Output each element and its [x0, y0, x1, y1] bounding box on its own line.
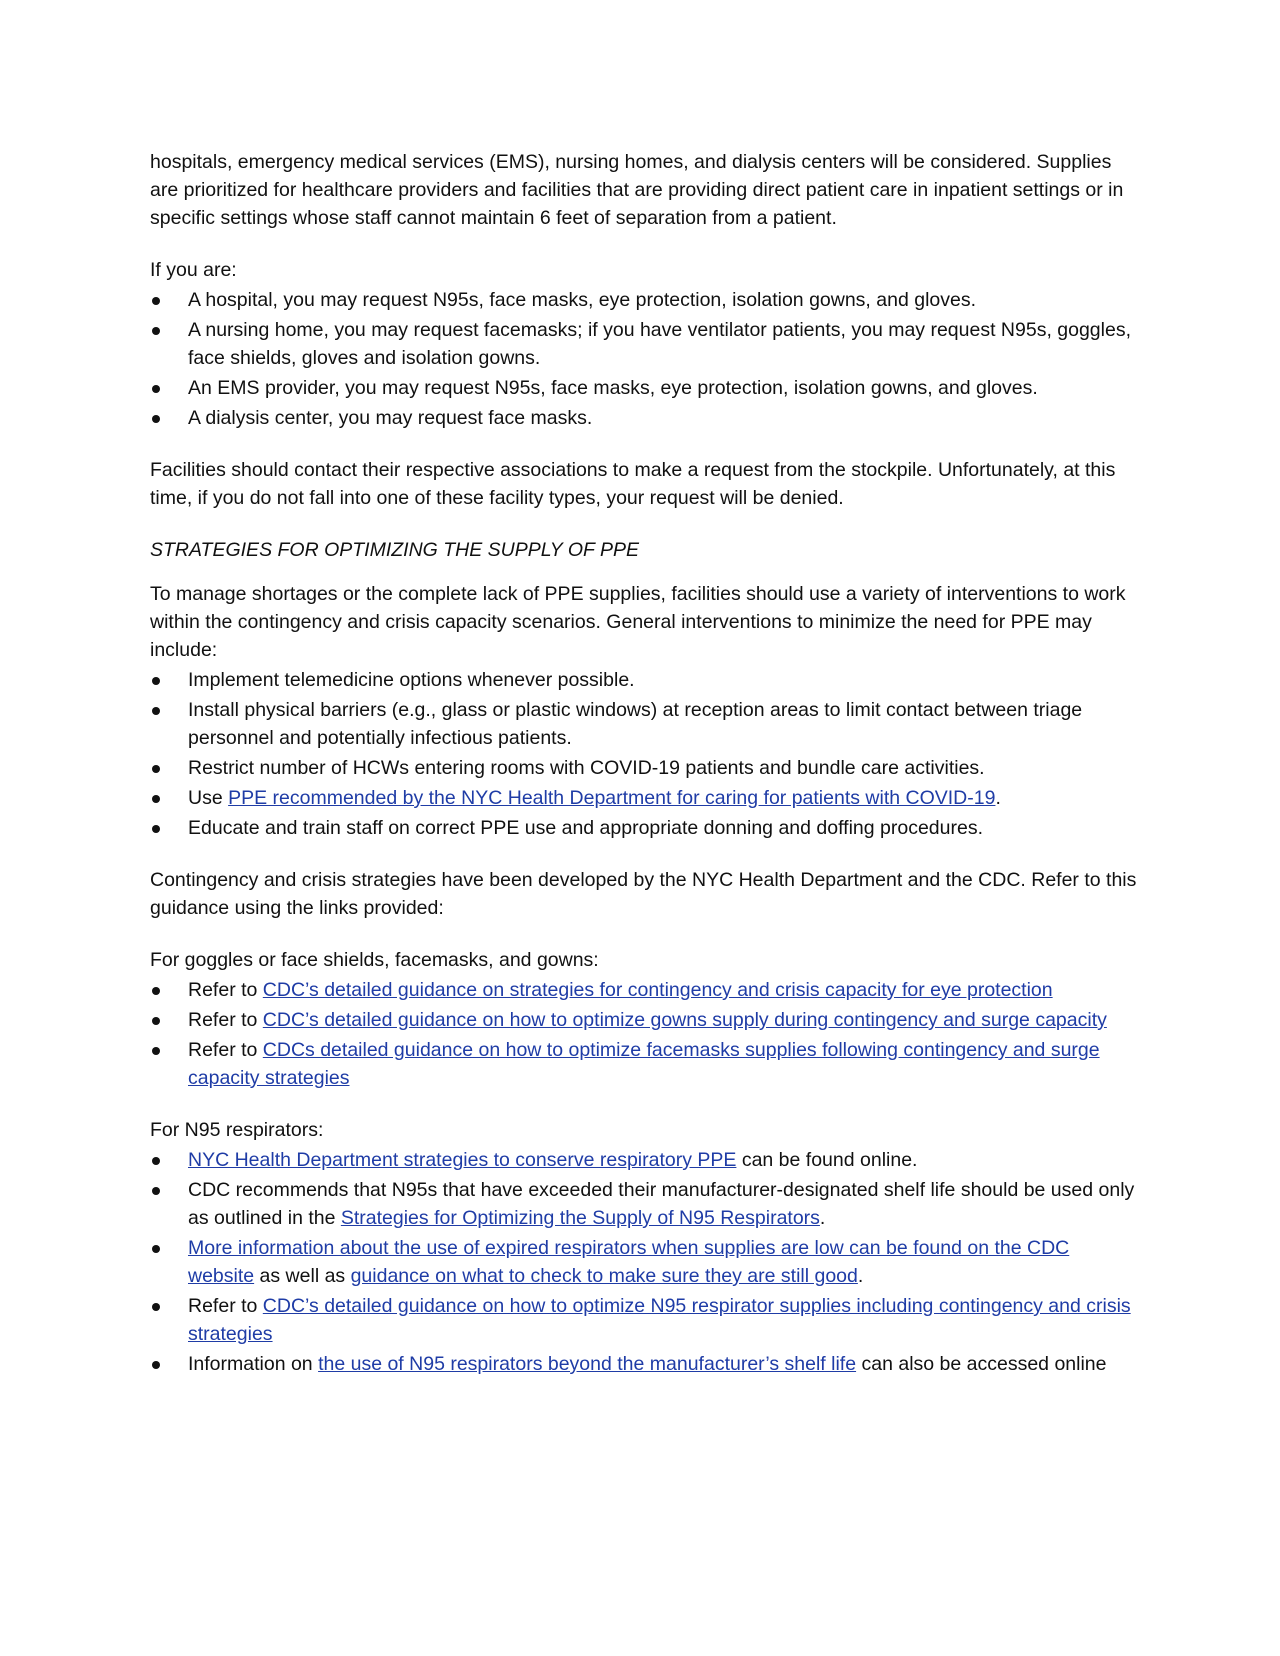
list-item: NYC Health Department strategies to conserve respiratory PPE can be found online. [150, 1146, 1140, 1174]
bullet-icon [152, 1361, 160, 1369]
contingency-paragraph: Contingency and crisis strategies have been developed by the NYC Health Department and the CDC. Refer to this guidance using the links provided: [150, 869, 1137, 919]
list-item: Install physical barriers (e.g., glass or plastic windows) at reception areas to limit contact between triage personnel and potentially infectious patients. [150, 696, 1140, 752]
check-respirators-link[interactable]: guidance on what to check to make sure they are still good [350, 1265, 858, 1287]
shelf-life-link[interactable]: the use of N95 respirators beyond the manufacturer’s shelf life [318, 1353, 857, 1375]
section-heading: STRATEGIES FOR OPTIMIZING THE SUPPLY OF PPE [150, 539, 640, 561]
bullet-icon [152, 1047, 160, 1055]
bullet-icon [152, 385, 160, 393]
stockpile-paragraph: Facilities should contact their respective associations to make a request from the stockpile. Unfortunately, at this time, if you do not fall into one of these facility types, your request will be denied. [150, 459, 1116, 509]
list-item: Refer to CDC’s detailed guidance on how to optimize gowns supply during contingency and surge capacity [150, 1006, 1140, 1034]
n95-list [150, 1146, 1140, 1378]
interventions-paragraph: To manage shortages or the complete lack of PPE supplies, facilities should use a variety of interventions to work within the contingency and crisis capacity scenarios. General interventions to minimize the need for PPE may include: [150, 583, 1126, 661]
list-item: Refer to CDC’s detailed guidance on how to optimize N95 respirator supplies including contingency and crisis strategies [150, 1292, 1140, 1348]
bullet-icon [152, 765, 160, 773]
list-item: Refer to CDC’s detailed guidance on strategies for contingency and crisis capacity for eye protection [150, 976, 1140, 1004]
bullet-icon [152, 415, 160, 423]
goggles-intro: For goggles or face shields, facemasks, and gowns: [150, 949, 599, 971]
goggles-list [150, 976, 1140, 1092]
bullet-icon [152, 987, 160, 995]
eye-protection-guidance-link[interactable]: CDC’s detailed guidance on strategies for contingency and crisis capacity for eye protection [262, 979, 1053, 1001]
list-item: Restrict number of HCWs entering rooms with COVID-19 patients and bundle care activities. [150, 754, 1140, 782]
list-item: Use PPE recommended by the NYC Health Department for caring for patients with COVID-19. [150, 784, 1140, 812]
n95-strategies-link[interactable]: Strategies for Optimizing the Supply of N95 Respirators [340, 1207, 820, 1229]
bullet-icon [152, 297, 160, 305]
bullet-icon [152, 1187, 160, 1195]
facility-list [150, 286, 1140, 432]
n95-intro: For N95 respirators: [150, 1119, 324, 1141]
intro-paragraph: hospitals, emergency medical services (EMS), nursing homes, and dialysis centers will be considered. Supplies are prioritized for healthcare providers and facilities that are providing direct patient care in inpatient settings or in specific settings whose staff cannot maintain 6 feet of separation from a patient. [150, 151, 1124, 229]
bullet-icon [152, 327, 160, 335]
list-item: CDC recommends that N95s that have exceeded their manufacturer-designated shelf life should be used only as outlined in the Strategies for Optimizing the Supply of N95 Respirators. [150, 1176, 1140, 1232]
bullet-icon [152, 1303, 160, 1311]
bullet-icon [152, 1017, 160, 1025]
bullet-icon [152, 707, 160, 715]
n95-supplies-guidance-link[interactable]: CDC’s detailed guidance on how to optimize N95 respirator supplies including contingency and crisis strategies [188, 1295, 1131, 1345]
nyc-respiratory-ppe-link[interactable]: NYC Health Department strategies to conserve respiratory PPE [188, 1149, 737, 1171]
ppe-recommended-link[interactable]: PPE recommended by the NYC Health Department for caring for patients with COVID-19 [228, 787, 996, 809]
bullet-icon [152, 795, 160, 803]
bullet-icon [152, 825, 160, 833]
interventions-list [150, 666, 1140, 842]
list-item: Information on the use of N95 respirators beyond the manufacturer’s shelf life can also be accessed online [150, 1350, 1140, 1378]
document-page [150, 148, 1140, 1380]
gowns-guidance-link[interactable]: CDC’s detailed guidance on how to optimize gowns supply during contingency and surge capacity [262, 1009, 1107, 1031]
list-item: Educate and train staff on correct PPE use and appropriate donning and doffing procedures. [150, 814, 1140, 842]
if-you-are-label: If you are: [150, 259, 237, 281]
list-item: Implement telemedicine options whenever possible. [150, 666, 1140, 694]
list-item: More information about the use of expired respirators when supplies are low can be found on the CDC website as well as guidance on what to check to make sure they are still good. [150, 1234, 1140, 1290]
list-item: A hospital, you may request N95s, face masks, eye protection, isolation gowns, and gloves. [150, 286, 1140, 314]
bullet-icon [152, 1157, 160, 1165]
list-item: A dialysis center, you may request face masks. [150, 404, 1140, 432]
list-item: Refer to CDCs detailed guidance on how to optimize facemasks supplies following contingency and surge capacity strategies [150, 1036, 1140, 1092]
expired-respirators-link[interactable]: More information about the use of expired respirators when supplies are low can be found on the CDC website [188, 1237, 1070, 1287]
facemasks-guidance-link[interactable]: CDCs detailed guidance on how to optimize facemasks supplies following contingency and surge capacity strategies [188, 1039, 1100, 1089]
list-item: An EMS provider, you may request N95s, face masks, eye protection, isolation gowns, and gloves. [150, 374, 1140, 402]
bullet-icon [152, 677, 160, 685]
list-item: A nursing home, you may request facemasks; if you have ventilator patients, you may request N95s, goggles, face shields, gloves and isolation gowns. [150, 316, 1140, 372]
bullet-icon [152, 1245, 160, 1253]
